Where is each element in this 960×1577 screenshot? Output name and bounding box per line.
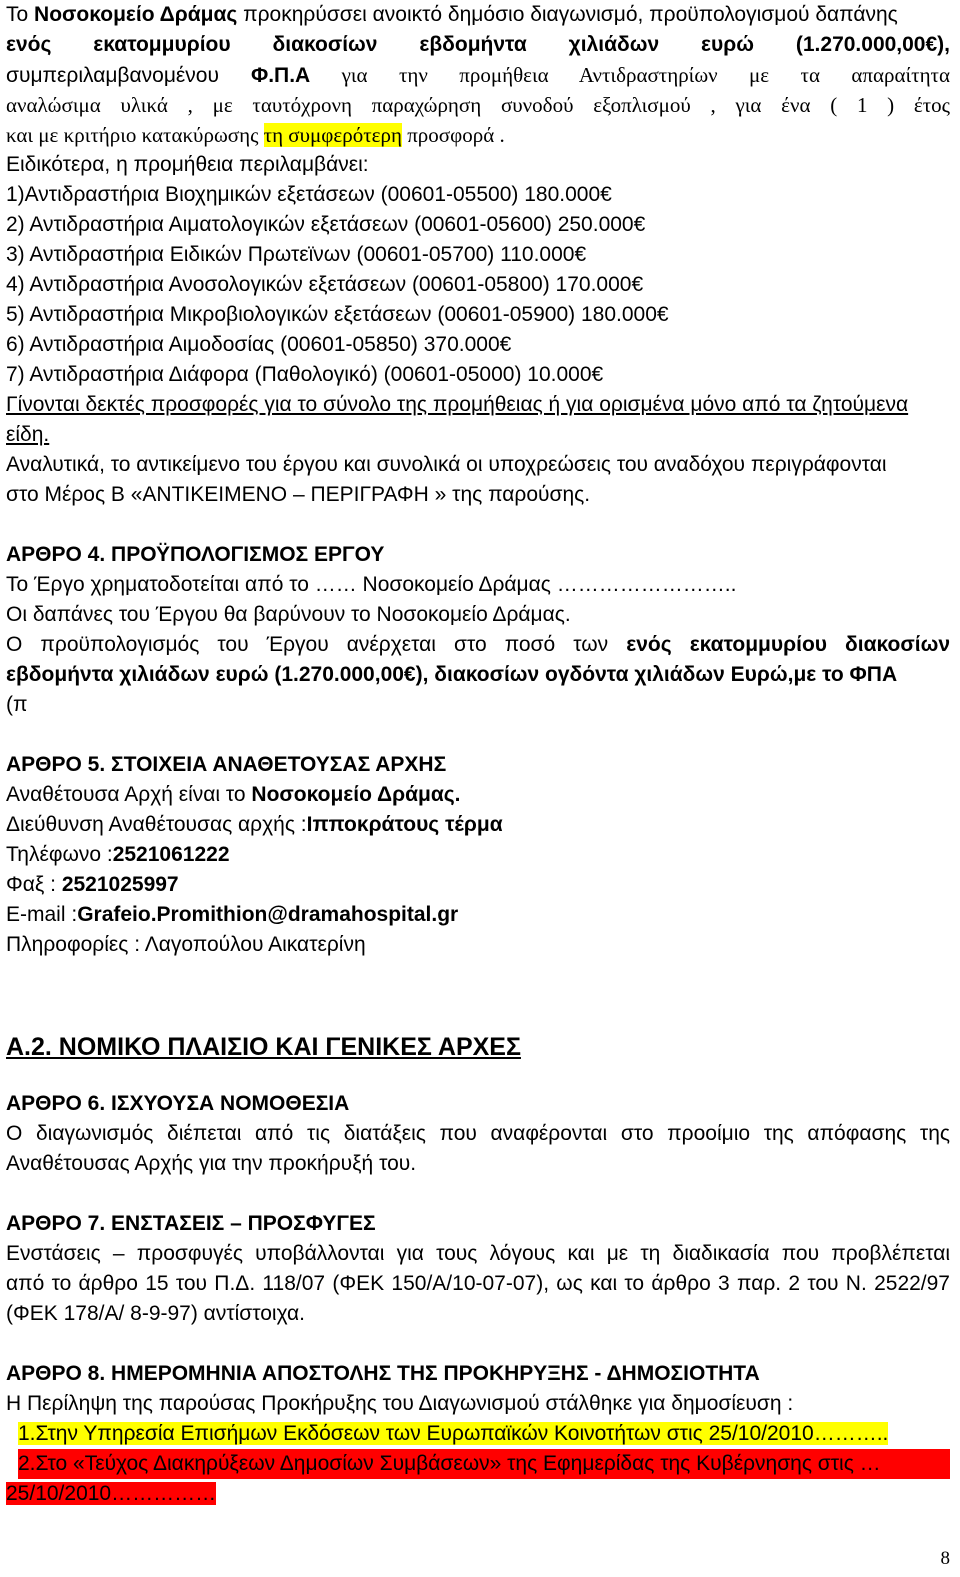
- article-5-title: [6, 750, 950, 780]
- authority-row: [6, 780, 950, 810]
- article-4-title: [6, 540, 950, 570]
- page-number: 8: [940, 1548, 950, 1569]
- article-4-line-1: Το Έργο χρηματοδοτείται από το …… Νοσοκομείο Δράμας ……………………..: [6, 573, 737, 596]
- label: E-mail :: [6, 903, 78, 926]
- item-3: 3) Αντιδραστήρια Ειδικών Πρωτεϊνων (00601-05700) 110.000€: [6, 243, 587, 266]
- detail-line-1: Αναλυτικά, το αντικείμενο του έργου και συνολικά οι υποχρεώσεις του αναδόχου περιγράφονται: [6, 453, 887, 476]
- label: Διεύθυνση Αναθέτουσας αρχής :: [6, 813, 307, 836]
- item-4: 4) Αντιδραστήρια Ανοσολογικών εξετάσεων (00601-05800) 170.000€: [6, 273, 644, 296]
- label: Αναθέτουσα Αρχή είναι το: [6, 783, 252, 806]
- label: Φαξ :: [6, 873, 62, 896]
- heading: ΑΡΘΡΟ 8. ΗΜΕΡΟΜΗΝΙΑ ΑΠΟΣΤΟΛΗΣ ΤΗΣ ΠΡΟΚΗΡΥΞΗΣ - ΔΗΜΟΣΙΟΤΗΤΑ: [6, 1362, 760, 1385]
- article-6-title: [6, 1089, 950, 1119]
- detail-line-2: στο Μέρος Β «ΑΝΤΙΚΕΙΜΕΝΟ – ΠΕΡΙΓΡΑΦΗ » της παρούσης.: [6, 483, 591, 506]
- intro-line-1: [6, 0, 950, 30]
- info-row: Πληροφορίες : Λαγοπούλου Αικατερίνη: [6, 933, 366, 956]
- text: για την προμήθεια Αντιδραστηρίων με τα απαραίτητα: [310, 63, 950, 87]
- article-4-line-2: Οι δαπάνες του Έργου θα βαρύνουν το Νοσοκομείο Δράμας.: [6, 603, 571, 626]
- vat-label: Φ.Π.Α: [250, 64, 311, 87]
- items-header: Ειδικότερα, η προμήθεια περιλαμβάνει:: [6, 153, 369, 176]
- offers-line-2: είδη.: [6, 423, 50, 446]
- text: Το: [6, 3, 35, 26]
- text: προκηρύσσει ανοικτό δημόσιο διαγωνισμό, προϋπολογισμού δαπάνης: [237, 3, 898, 26]
- item-7: 7) Αντιδραστήρια Διάφορα (Παθολογικό) (00601-05000) 10.000€: [6, 363, 604, 386]
- article-8-line-2: [6, 1419, 950, 1449]
- highlighted-text: 1.Στην Υπηρεσία Επισήμων Εκδόσεων των Ευρωπαϊκών Κοινοτήτων στις 25/10/2010………..: [18, 1422, 889, 1445]
- fax-row: [6, 870, 950, 900]
- article-7-title: [6, 1209, 950, 1239]
- label: Τηλέφωνο :: [6, 843, 113, 866]
- item-5: 5) Αντιδραστήρια Μικροβιολογικών εξετάσεων (00601-05900) 180.000€: [6, 303, 669, 326]
- text: Ο προϋπολογισμός του Έργου ανέρχεται στο ποσό των: [6, 633, 627, 656]
- intro-line-5: [6, 120, 950, 150]
- heading: ΑΡΘΡΟ 5. ΣΤΟΙΧΕΙΑ ΑΝΑΘΕΤΟΥΣΑΣ ΑΡΧΗΣ: [6, 753, 447, 776]
- item-2: 2) Αντιδραστήρια Αιματολογικών εξετάσεων (00601-05600) 250.000€: [6, 213, 646, 236]
- phone-value: 2521061222: [112, 843, 230, 866]
- article-8-line-4: [6, 1479, 950, 1509]
- item-1: 1)Αντιδραστήρια Βιοχημικών εξετάσεων (00601-05500) 180.000€: [6, 183, 612, 206]
- email-value: Grafeio.Promithion@dramahospital.gr: [77, 903, 459, 926]
- article-8-line-1: Η Περίληψη της παρούσας Προκήρυξης του Διαγωνισμού στάλθηκε για δημοσίευση :: [6, 1392, 794, 1415]
- budget-amount: ενός εκατομμυρίου διακοσίων εβδομήντα χιλιάδων ευρώ (1.270.000,00€),: [6, 33, 950, 56]
- article-4-line-4: [6, 660, 950, 690]
- budget-words: ενός εκατομμυρίου διακοσίων: [626, 633, 950, 656]
- text: προσφορά .: [401, 123, 505, 147]
- fax-value: 2521025997: [61, 873, 179, 896]
- article-8-title: [6, 1359, 950, 1389]
- highlighted-text: 25/10/2010……………: [6, 1482, 217, 1505]
- item-6: 6) Αντιδραστήρια Αιμοδοσίας (00601-05850) 370.000€: [6, 333, 512, 356]
- document-page: [6, 0, 950, 1509]
- intro-line-2: [6, 30, 950, 60]
- article-6-line-2: Αναθέτουσας Αρχής για την προκήρυξή του.: [6, 1152, 417, 1175]
- address-row: [6, 810, 950, 840]
- intro-line-3: [6, 60, 950, 90]
- hospital-name: Νοσοκομείο Δράμας: [34, 3, 238, 26]
- text: και με κριτήριο κατακύρωσης: [6, 123, 264, 147]
- highlighted-text: τη συμφερότερη: [263, 123, 402, 147]
- highlighted-text: 2.Στο «Τεύχος Διακηρύξεων Δημοσίων Συμβάσεων» της Εφημερίδας της Κυβέρνησης στις …: [18, 1449, 950, 1479]
- email-row: [6, 900, 950, 930]
- phone-row: [6, 840, 950, 870]
- heading: ΑΡΘΡΟ 4. ΠΡΟΫΠΟΛΟΓΙΣΜΟΣ ΕΡΓΟΥ: [6, 543, 385, 566]
- article-6-line-1: Ο διαγωνισμός διέπεται από τις διατάξεις που αναφέρονται στο προοίμιο της απόφασης της: [6, 1122, 950, 1145]
- article-8-line-3: [6, 1449, 950, 1479]
- section-a2-title: Α.2. ΝΟΜΙΚΟ ΠΛΑΙΣΙΟ ΚΑΙ ΓΕΝΙΚΕΣ ΑΡΧΕΣ: [6, 1033, 521, 1061]
- article-4-line-5: (π: [6, 693, 28, 716]
- text: συμπεριλαμβανομένου: [6, 64, 251, 87]
- offers-line-1: Γίνονται δεκτές προσφορές για το σύνολο της προμήθειας ή για ορισμένα μόνο από τα ζητούμενα: [6, 393, 909, 416]
- authority-value: Νοσοκομείο Δράμας.: [251, 783, 461, 806]
- heading: ΑΡΘΡΟ 7. ΕΝΣΤΑΣΕΙΣ – ΠΡΟΣΦΥΓΕΣ: [6, 1212, 376, 1235]
- budget-words: εβδομήντα χιλιάδων ευρώ (1.270.000,00€), διακοσίων ογδόντα χιλιάδων Ευρώ,με το ΦΠΑ: [6, 663, 898, 686]
- article-4-line-3: [6, 630, 950, 660]
- article-7-line-3: (ΦΕΚ 178/Α/ 8-9-97) αντίστοιχα.: [6, 1302, 306, 1325]
- address-value: Ιπποκράτους τέρμα: [306, 813, 503, 836]
- article-7-line-1: Ενστάσεις – προσφυγές υποβάλλονται για τους λόγους και με τη διαδικασία που προβλέπεται: [6, 1242, 950, 1265]
- heading: ΑΡΘΡΟ 6. ΙΣΧΥΟΥΣΑ ΝΟΜΟΘΕΣΙΑ: [6, 1092, 350, 1115]
- intro-line-4: αναλώσιμα υλικά , με ταυτόχρονη παραχώρηση συνοδού εξοπλισμού , για ένα ( 1 ) έτος: [6, 93, 950, 117]
- article-7-line-2: από το άρθρο 15 του Π.Δ. 118/07 (ΦΕΚ 150/Α/10-07-07), ως και το άρθρο 3 παρ. 2 του Ν. 2522/97: [6, 1272, 950, 1295]
